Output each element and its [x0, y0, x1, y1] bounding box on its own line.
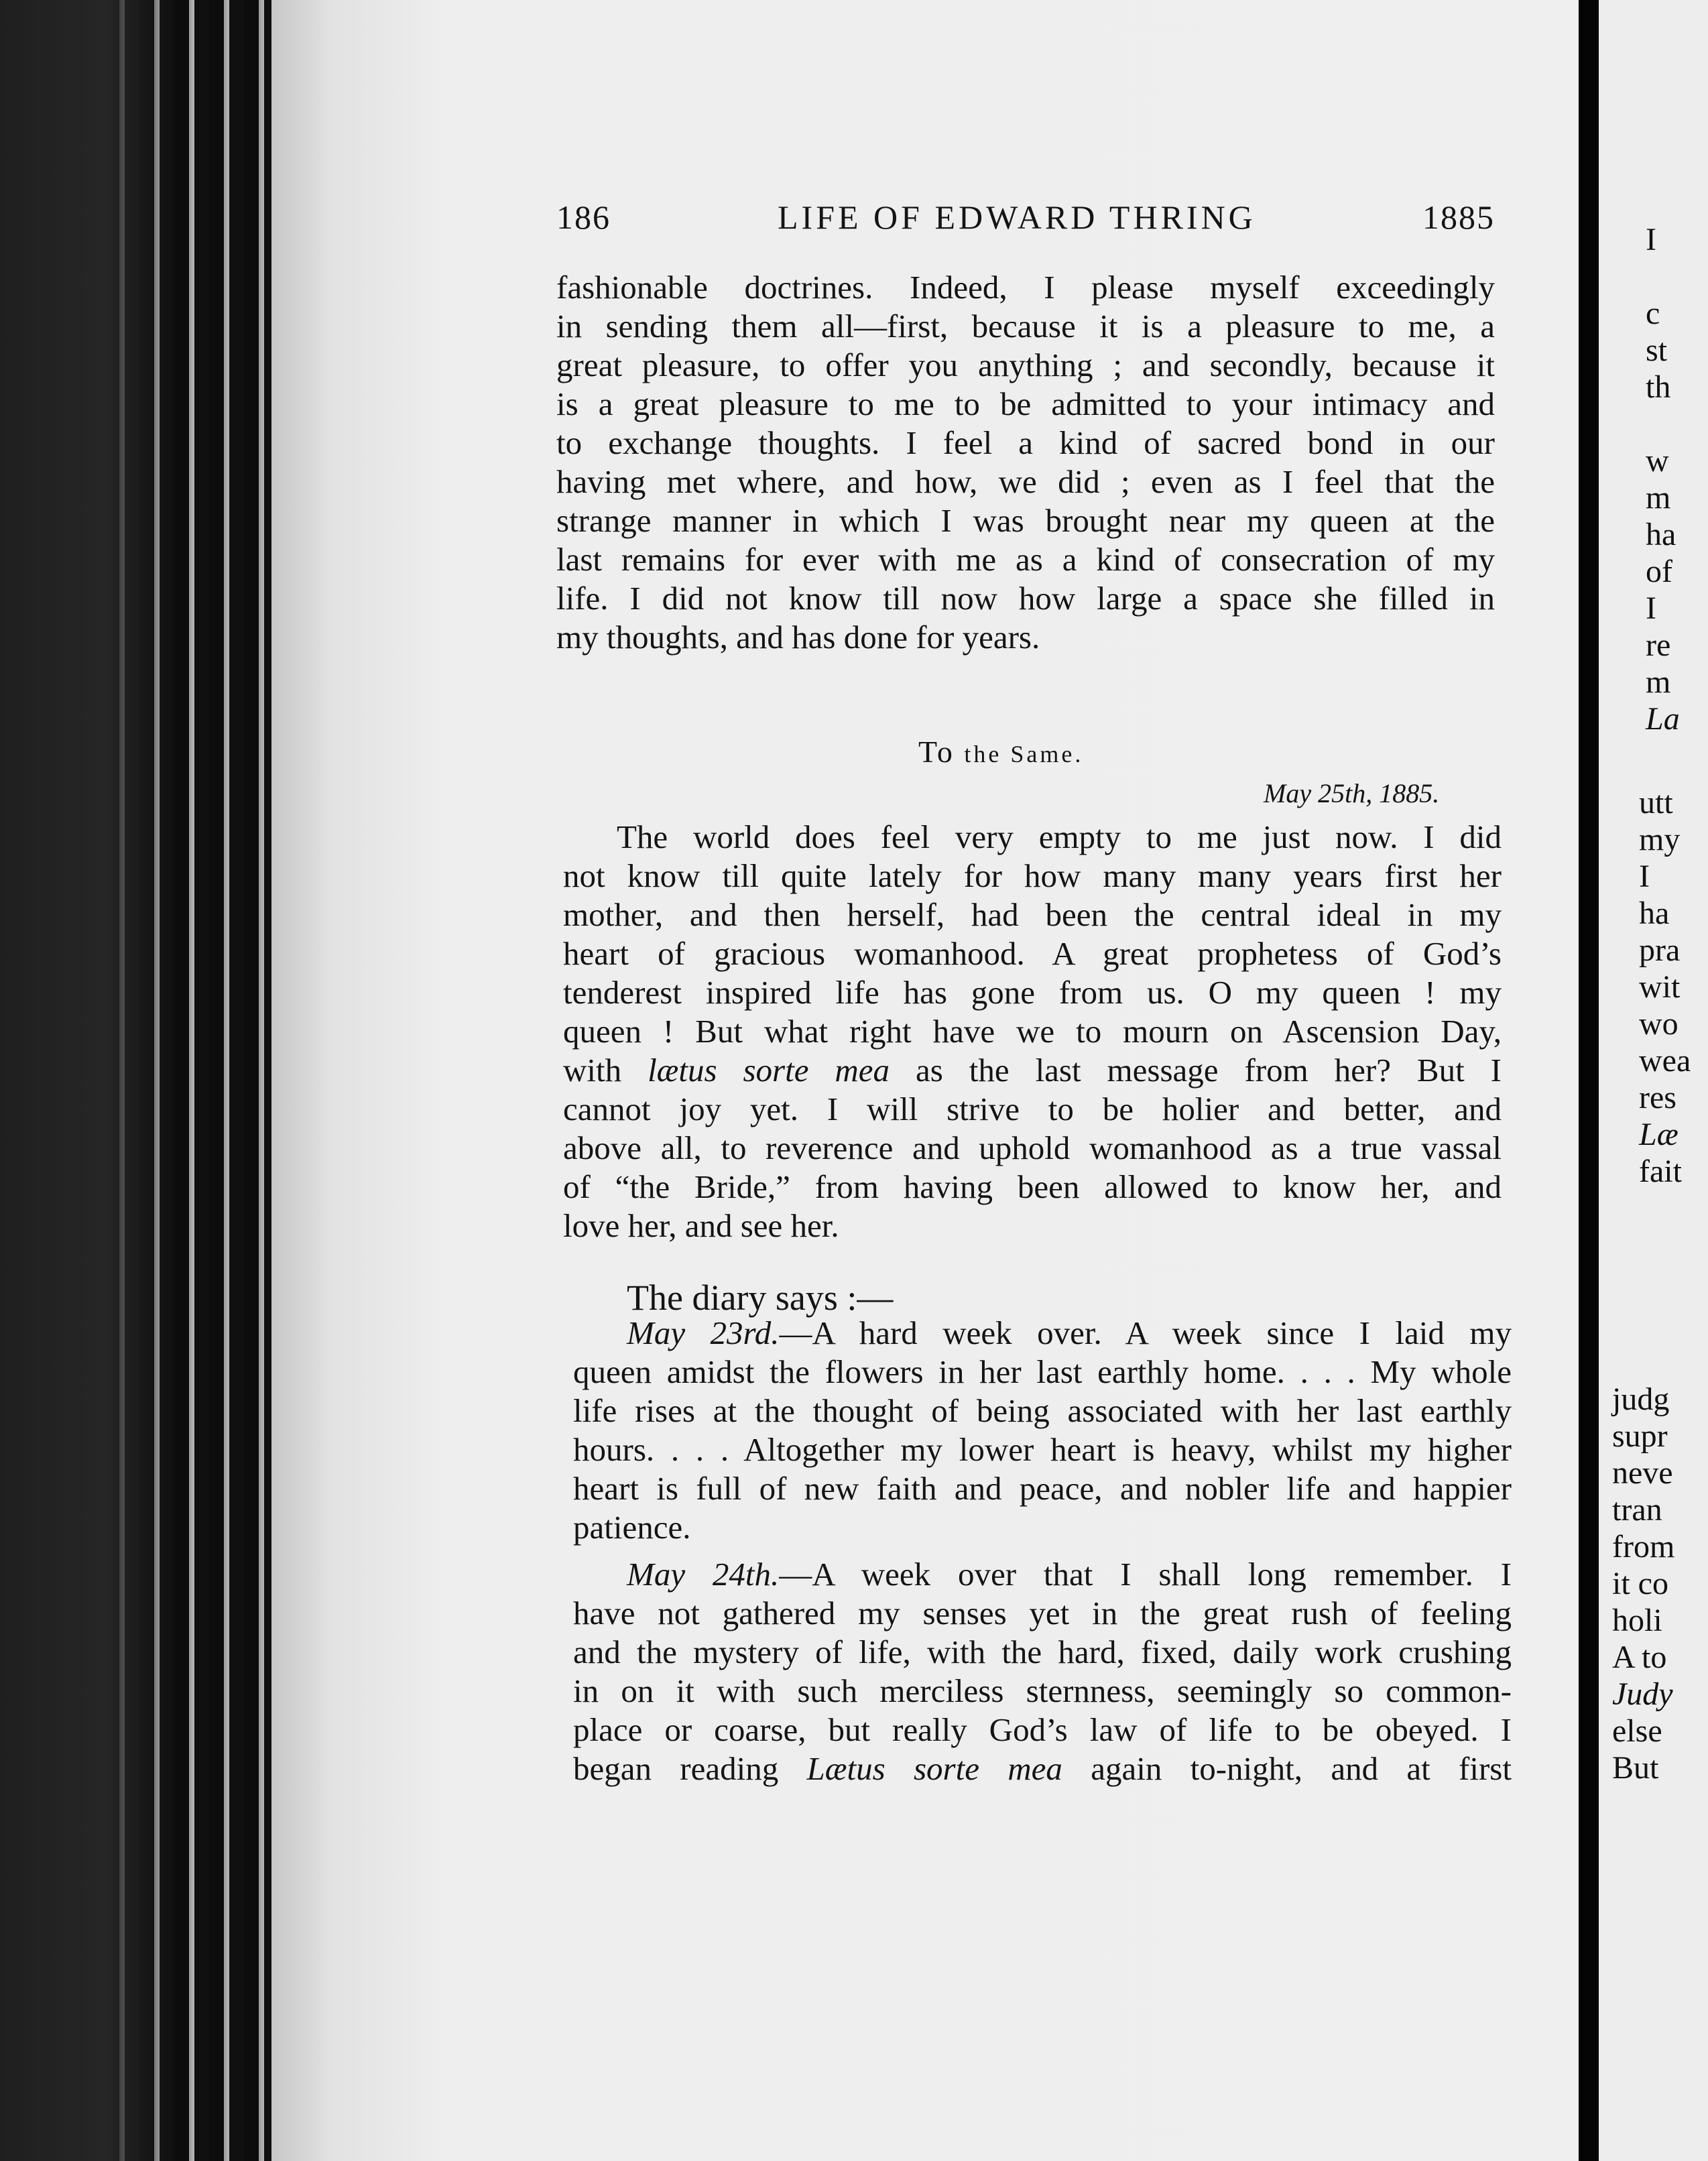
text-line: great pleasure, to offer you anything ; and secondly, because it — [556, 347, 1495, 383]
text-line: heart of gracious womanhood. A great prophetess of God’s — [563, 935, 1502, 972]
facing-page-fragment: c — [1646, 296, 1660, 331]
text-line: fashionable doctrines. Indeed, I please myself exceedingly — [556, 269, 1495, 306]
facing-page-fragment: Judy — [1612, 1676, 1673, 1712]
facing-page-fragment: neve — [1612, 1455, 1673, 1491]
facing-page-fragment: I — [1646, 591, 1656, 626]
latin-quote: lætus sorte mea — [648, 1052, 890, 1089]
text-line: is a great pleasure to me to be admitted to your intimacy and — [556, 385, 1495, 422]
facing-page-fragment: ha — [1639, 896, 1670, 931]
text-segment: —A week over that I shall long remember. I — [779, 1556, 1512, 1593]
text-line: my thoughts, and has done for years. — [556, 619, 1040, 656]
facing-page-fragment: from — [1612, 1529, 1675, 1564]
facing-page-fragment: I — [1646, 222, 1656, 257]
facing-page-fragment: tran — [1612, 1492, 1662, 1528]
text-line: queen amidst the flowers in her last earthly home. . . . My whole — [573, 1353, 1512, 1390]
text-line: last remains for ever with me as a kind of consecration of my — [556, 541, 1495, 578]
heading-to: To — [918, 735, 955, 769]
facing-page-fragment: m — [1646, 480, 1671, 515]
book-title: Lætus sorte mea — [806, 1750, 1062, 1787]
letter-heading — [918, 734, 1083, 769]
text-line: not know till quite lately for how many many years first her — [563, 857, 1502, 894]
facing-page-fragment: Læ — [1639, 1117, 1679, 1152]
text-line: place or coarse, but really God’s law of life to be obeyed. I — [573, 1711, 1512, 1748]
text-line: having met where, and how, we did ; even as I feel that the — [556, 463, 1495, 500]
facing-page-fragment: my — [1639, 822, 1681, 857]
text-line — [573, 1314, 1512, 1353]
text-line: heart is full of new faith and peace, and nobler life and happier — [573, 1470, 1512, 1507]
facing-page-fragment: A to — [1612, 1640, 1667, 1675]
letter-dateline: May 25th, 1885. — [1264, 778, 1440, 808]
text-segment: —A hard week over. A week since I laid my — [779, 1314, 1512, 1351]
facing-page-fragment: La — [1646, 701, 1680, 737]
facing-page-fragment: holi — [1612, 1603, 1662, 1638]
paragraph-continuation — [556, 268, 1495, 657]
text-line: cannot joy yet. I will strive to be holier and better, and — [563, 1091, 1502, 1127]
entry-date: May 23rd. — [627, 1314, 780, 1351]
facing-page-fragment: of — [1646, 554, 1672, 589]
text-line — [563, 1051, 1502, 1090]
text-line — [573, 1555, 1512, 1594]
text-line: patience. — [573, 1509, 691, 1546]
text-line: The world does feel very empty to me just now. I did — [617, 818, 1502, 855]
facing-page-fragment: th — [1646, 369, 1671, 405]
text-line: life rises at the thought of being associated with her last earthly — [573, 1392, 1512, 1429]
facing-page-fragment: it co — [1612, 1566, 1668, 1601]
heading-the-same: the Same. — [964, 741, 1084, 767]
facing-page-fragment: utt — [1639, 785, 1673, 820]
page-number: 186 — [556, 198, 611, 236]
text-line: queen ! But what right have we to mourn on Ascension Day, — [563, 1013, 1502, 1050]
text-line: life. I did not know till now how large a space she filled in — [556, 580, 1495, 617]
text-line: in on it with such merciless sternness, seemingly so common- — [573, 1672, 1512, 1709]
running-header — [556, 198, 1495, 238]
text-line: have not gathered my senses yet in the great rush of feeling — [573, 1595, 1512, 1631]
text-line: tenderest inspired life has gone from us. O my queen ! my — [563, 974, 1502, 1011]
facing-page-fragment: wo — [1639, 1006, 1679, 1042]
text-line: and the mystery of life, with the hard, fixed, daily work crushing — [573, 1633, 1512, 1670]
facing-page-fragment: m — [1646, 664, 1671, 700]
book-gutter — [1579, 0, 1599, 2161]
text-line: above all, to reverence and uphold womanhood as a true vassal — [563, 1129, 1502, 1166]
text-segment: with — [563, 1052, 648, 1089]
text-line: hours. . . . Altogether my lower heart is heavy, whilst my higher — [573, 1431, 1512, 1468]
diary-entry-may-23 — [573, 1314, 1512, 1547]
text-line: mother, and then herself, had been the central ideal in my — [563, 896, 1502, 933]
facing-page-fragment: ha — [1646, 517, 1676, 552]
facing-page-fragment: else — [1612, 1713, 1662, 1749]
text-line: of “the Bride,” from having been allowed to know her, and — [563, 1168, 1502, 1205]
facing-page-fragment: I — [1639, 859, 1650, 894]
facing-page-edge — [1599, 0, 1708, 2161]
header-year: 1885 — [1422, 198, 1495, 236]
text-line: strange manner in which I was brought near my queen at the — [556, 502, 1495, 539]
diary-entry-may-24 — [573, 1555, 1512, 1788]
text-segment: began reading — [573, 1750, 807, 1787]
facing-page-fragment: judg — [1612, 1381, 1670, 1417]
text-line — [573, 1749, 1512, 1788]
facing-page-fragment: wea — [1639, 1043, 1691, 1078]
entry-date: May 24th. — [627, 1556, 780, 1593]
facing-page-fragment: But — [1612, 1750, 1659, 1786]
text-segment: as the last message from her? But I — [890, 1052, 1502, 1089]
text-line: in sending them all—first, because it is a pleasure to me, a — [556, 308, 1495, 345]
running-title: LIFE OF EDWARD THRING — [778, 198, 1256, 236]
text-segment: again to-night, and at first — [1062, 1750, 1512, 1787]
facing-page-fragment: st — [1646, 332, 1668, 368]
letter-body — [563, 818, 1502, 1245]
facing-page-fragment: re — [1646, 627, 1671, 663]
facing-page-fragment: wit — [1639, 969, 1681, 1005]
text-line: to exchange thoughts. I feel a kind of sacred bond in our — [556, 424, 1495, 461]
facing-page-fragment: w — [1646, 443, 1669, 479]
text-line: love her, and see her. — [563, 1207, 839, 1244]
facing-page-fragment: fait — [1639, 1154, 1682, 1189]
facing-page-fragment: supr — [1612, 1418, 1668, 1454]
book-edge-shadow — [0, 0, 174, 2161]
diary-intro: The diary says :— — [627, 1278, 894, 1318]
facing-page-fragment: pra — [1639, 932, 1681, 968]
facing-page-fragment: res — [1639, 1080, 1676, 1115]
